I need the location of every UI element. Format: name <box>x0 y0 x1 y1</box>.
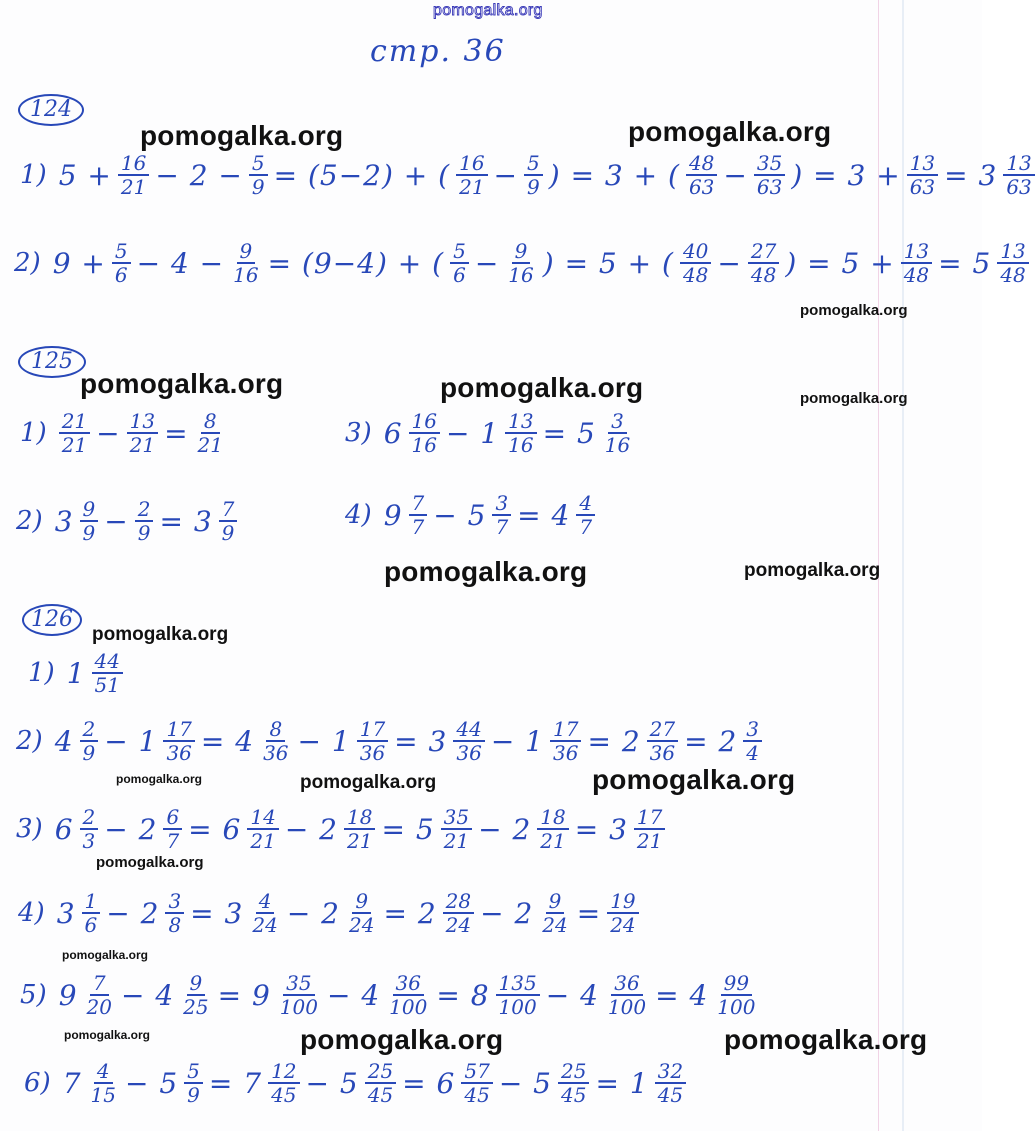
page-header: стр. 36 <box>370 34 506 69</box>
task-number-124: 124 <box>18 94 84 126</box>
watermark-text: pomogalka.org <box>96 854 204 871</box>
watermark-text: pomogalka.org <box>744 560 881 581</box>
watermark-text: pomogalka.org <box>800 390 908 407</box>
task-125-line-4: 4) 9 7 7 − 5 $\frac{3}{7}$ = 4 4 7 <box>345 492 595 538</box>
watermark-top: pomogalka.org <box>433 2 543 19</box>
watermark-text: pomogalka.org <box>140 120 344 151</box>
task-125-line-3: 3) 6 16 16 − 1 $\frac{13}{16}$ = 5 3 16 <box>345 409 631 457</box>
watermark-text: pomogalka.org <box>440 372 644 403</box>
task-number-125: 125 <box>18 346 86 378</box>
task-126-line-1: 1) 1 44 51 <box>28 650 123 696</box>
task-124-line-1: 1) 5 + $\frac{16}{21}$ − 2 − $\frac{5}{9}$ = (5−2) + ( 16 21 − $\frac{5}{9}$ ) = 3 + ( 48 63 − $\frac{35}{63}$ ) = 3 + $\frac{13}{63}$ = 3 13 63 <box>20 152 1035 198</box>
watermark-text: pomogalka.org <box>62 948 149 962</box>
watermark-text: pomogalka.org <box>724 1024 928 1055</box>
watermark-text: pomogalka.org <box>592 764 796 795</box>
task-125-line-1: 1) 21 21 − $\frac{13}{21}$ = $\frac{8}{21}$ <box>20 409 223 457</box>
watermark-text: pomogalka.org <box>384 556 588 587</box>
watermark-text: pomogalka.org <box>628 116 832 147</box>
task-126-line-3: 3) 6 2 3 − 2 $\frac{6}{7}$ = 6 14 21 − 2 $\frac{18}{21}$ = 5 35 21 − 2 $\frac{18}{21}$ = 3 17 21 <box>16 806 665 852</box>
watermark-text: pomogalka.org <box>80 368 284 399</box>
task-126-line-2: 2) 4 2 9 − 1 $\frac{17}{36}$ = 4 8 36 − 1 $\frac{17}{36}$ = 3 44 36 − 1 $\frac{17}{36}$ = 2 $\frac{27}{36}$ = 2 3 4 <box>16 718 762 764</box>
task-126-line-5: 5) 9 7 20 − 4 $\frac{9}{25}$ = 9 35 100 − 4 $\frac{36}{100}$ = 8 135 100 − 4 $\frac{36}{100}$ = 4 99 100 <box>20 971 756 1019</box>
watermark-text: pomogalka.org <box>64 1028 151 1042</box>
task-126-line-6: 6) 7 4 15 − 5 $\frac{5}{9}$ = 7 12 45 − 5 $\frac{25}{45}$ = 6 57 45 − 5 $\frac{25}{45}$ = 1 32 45 <box>24 1060 686 1106</box>
task-126-line-4: 4) 3 1 6 − 2 $\frac{3}{8}$ = 3 4 24 − 2 $\frac{9}{24}$ = 2 28 24 − 2 $\frac{9}{24}$ = $\frac{19}{24}$ <box>18 890 639 936</box>
watermark-text: pomogalka.org <box>300 772 437 793</box>
watermark-text: pomogalka.org <box>800 302 908 319</box>
task-124-line-2: 2) 9 + $\frac{5}{6}$ − 4 − $\frac{9}{16}$ = (9−4) + ( 5 6 − $\frac{9}{16}$ ) = 5 + ( 40 48 − $\frac{27}{48}$ ) = 5 + $\frac{13}{48}$ = 5 13 48 <box>14 240 1029 286</box>
watermark-text: pomogalka.org <box>92 624 229 645</box>
watermark-text: pomogalka.org <box>116 772 203 786</box>
task-125-line-2: 2) 3 9 9 − $\frac{2}{9}$ = 3 7 9 <box>16 498 237 544</box>
task-number-126: 126 <box>22 604 82 636</box>
watermark-text: pomogalka.org <box>300 1024 504 1055</box>
